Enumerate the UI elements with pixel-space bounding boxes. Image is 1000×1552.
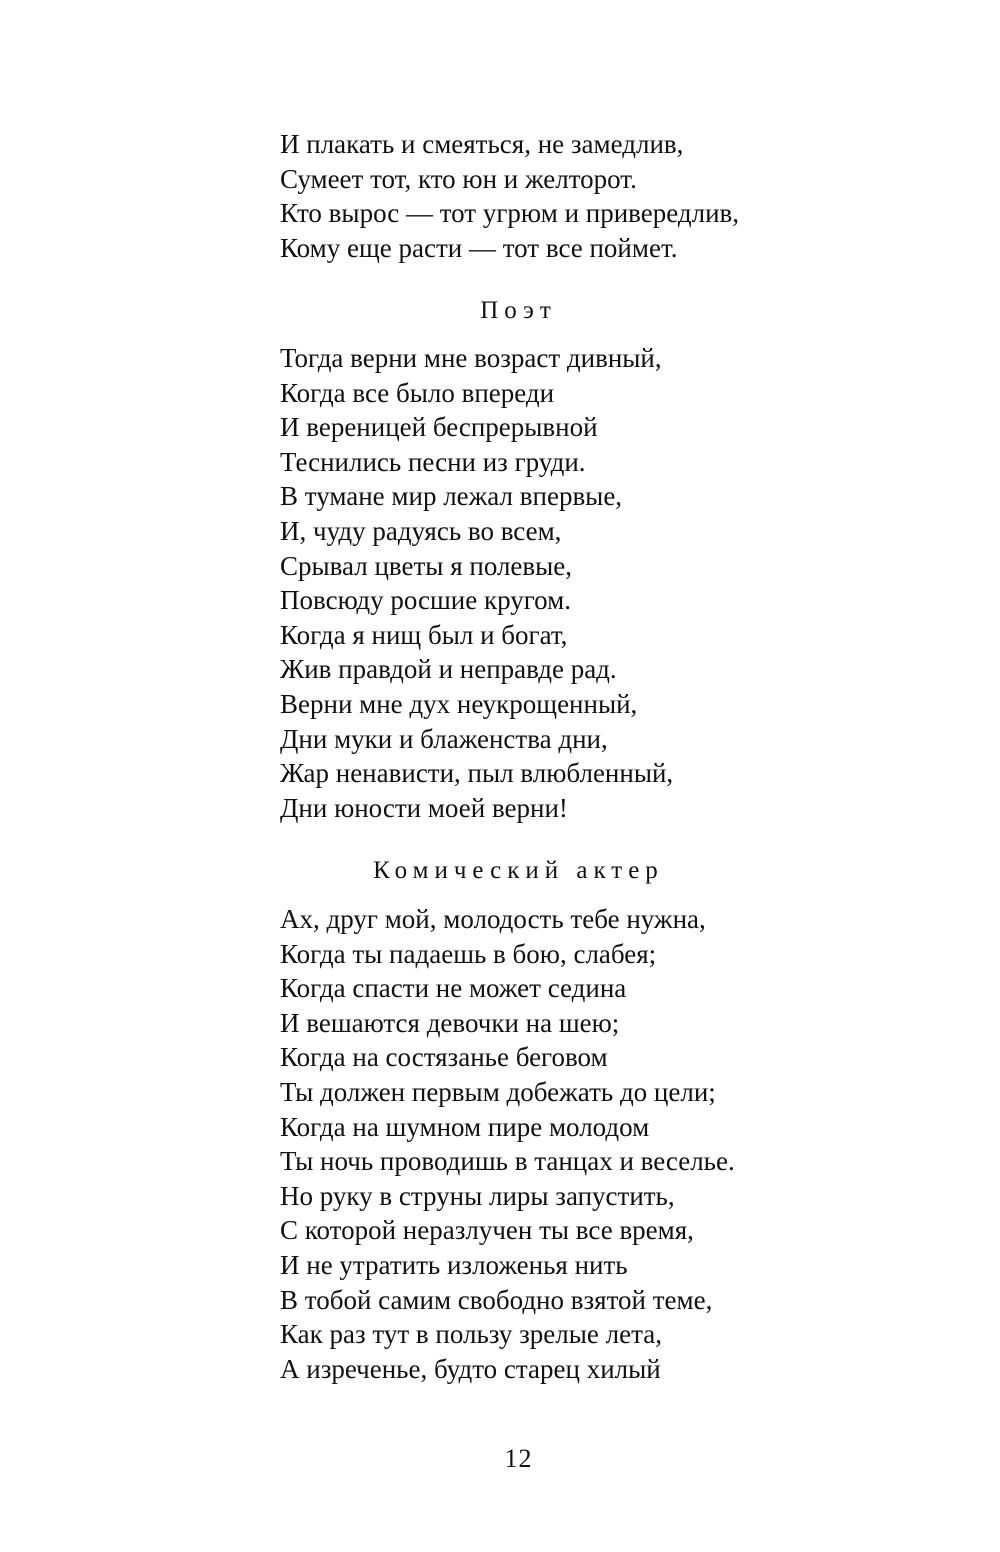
verse-line: Срывал цветы я полевые, bbox=[280, 550, 573, 581]
verse-line: Когда я нищ был и богат, bbox=[280, 619, 568, 650]
verse-line: Теснились песни из груди. bbox=[280, 446, 586, 477]
verse-line: Жив правдой и неправде рад. bbox=[280, 654, 617, 685]
verse-line: Ты должен первым добежать до цели; bbox=[280, 1076, 716, 1107]
page-number: 12 bbox=[504, 1444, 533, 1473]
verse-line: Ты ночь проводишь в танцах и веселье. bbox=[280, 1146, 735, 1177]
verse-line: И не утратить изложенья нить bbox=[280, 1249, 628, 1280]
verse-line: Тогда верни мне возраст дивный, bbox=[280, 343, 662, 373]
speaker-heading-comic-actor: Комический актер bbox=[373, 857, 664, 884]
stanza-comic-actor bbox=[280, 902, 735, 1386]
verse-line: С которой неразлучен ты все время, bbox=[280, 1215, 694, 1246]
verse-line: Кому еще расти — тот все поймет. bbox=[280, 232, 678, 263]
speaker-heading-poet: Поэт bbox=[480, 297, 557, 324]
verse-line: И плакать и смеяться, не замедлив, bbox=[280, 129, 684, 159]
verse-line: В тобой самим свободно взятой теме, bbox=[280, 1284, 713, 1315]
verse-line: Повсюду росшие кругом. bbox=[280, 585, 571, 616]
verse-line: Как раз тут в пользу зрелые лета, bbox=[280, 1319, 662, 1350]
verse-line: Сумеет тот, кто юн и желторот. bbox=[280, 163, 637, 194]
verse-line: Верни мне дух неукрощенный, bbox=[280, 688, 638, 719]
verse-line: Когда все было впереди bbox=[280, 377, 555, 408]
verse-line: Жар ненависти, пыл влюбленный, bbox=[280, 758, 674, 789]
verse-line: И, чуду радуясь во всем, bbox=[280, 515, 562, 546]
verse-line: Но руку в струны лиры запустить, bbox=[280, 1180, 675, 1211]
verse-line: Когда спасти не может седина bbox=[280, 973, 627, 1004]
stanza-poet bbox=[280, 341, 673, 825]
verse-line: А изреченье, будто старец хилый bbox=[280, 1353, 661, 1384]
verse-line: И вереницей беспрерывной bbox=[280, 412, 598, 443]
verse-line: Когда на шумном пире молодом bbox=[280, 1111, 650, 1142]
verse-line: В тумане мир лежал впервые, bbox=[280, 481, 623, 512]
verse-line: Дни юности моей верни! bbox=[280, 792, 568, 823]
verse-line: Ах, друг мой, молодость тебе нужна, bbox=[280, 904, 706, 934]
verse-line: Когда на состязанье беговом bbox=[280, 1042, 608, 1073]
verse-line: Дни муки и блаженства дни, bbox=[280, 723, 608, 754]
stanza-opening bbox=[280, 127, 739, 265]
verse-line: Когда ты падаешь в бою, слабея; bbox=[280, 938, 657, 969]
verse-line: И вешаются девочки на шею; bbox=[280, 1007, 620, 1038]
verse-line: Кто вырос — тот угрюм и привередлив, bbox=[280, 198, 740, 229]
